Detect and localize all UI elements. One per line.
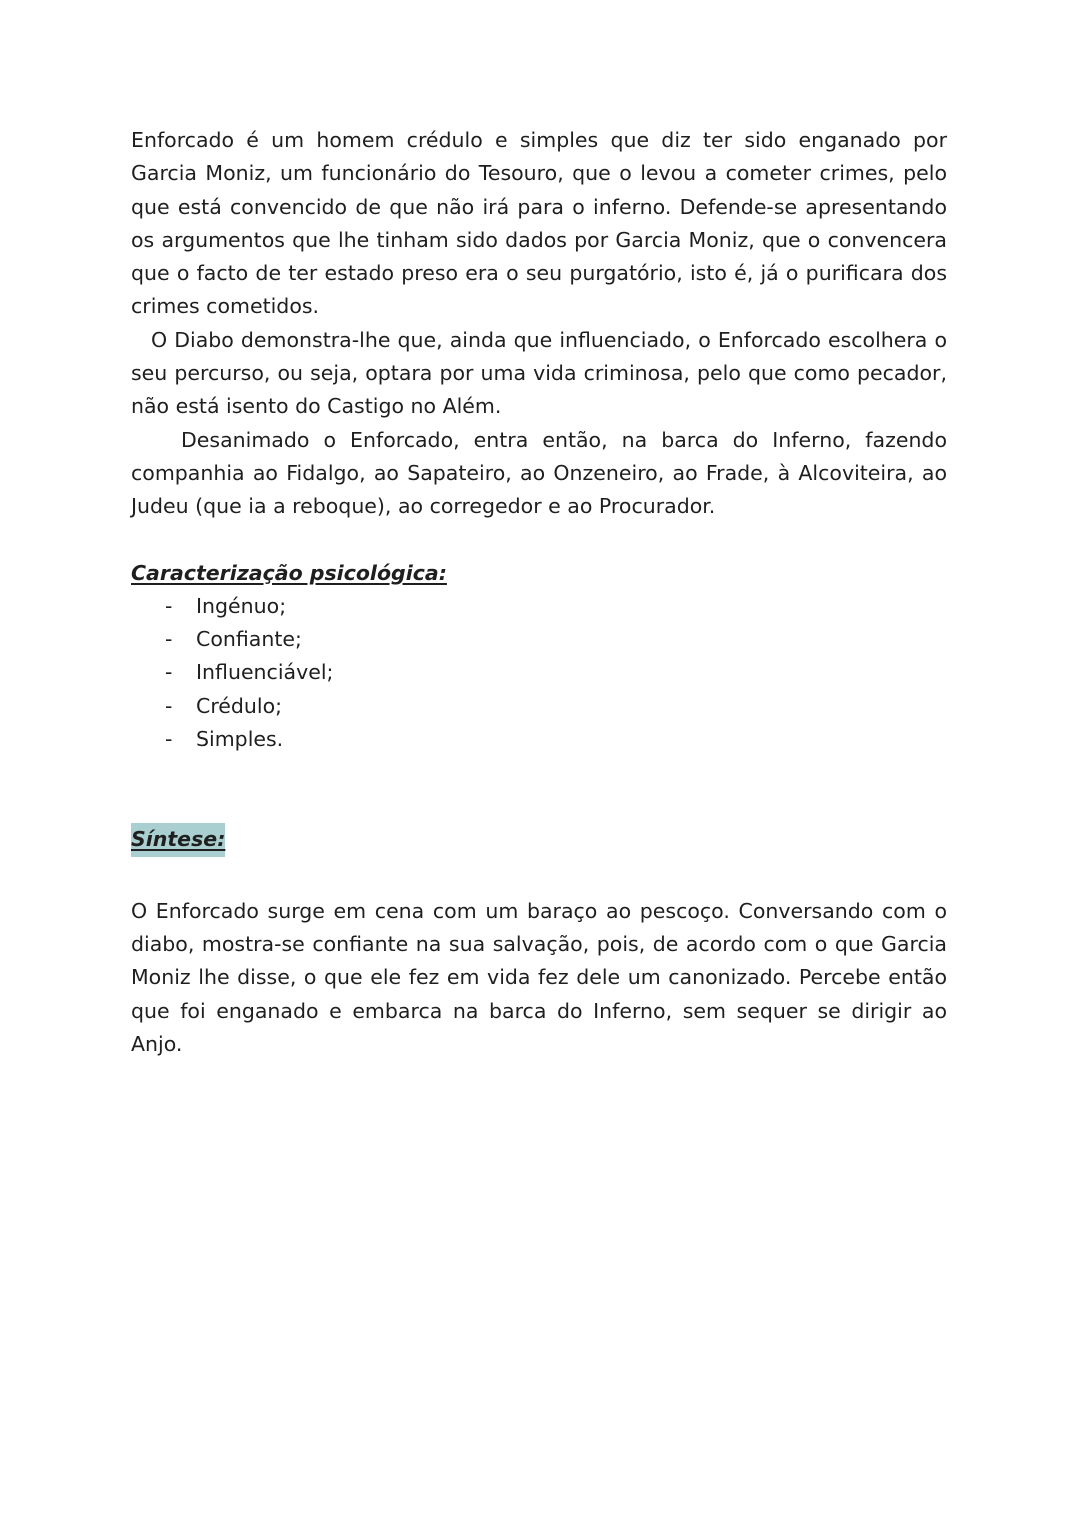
psych-list	[131, 590, 947, 756]
list-dash: -	[165, 627, 173, 652]
list-item-text: Simples.	[196, 727, 284, 752]
list-dash: -	[165, 593, 173, 618]
list-item-text: Ingénuo;	[196, 593, 287, 618]
paragraph-diabo: O Diabo demonstra-lhe que, ainda que influenciado, o Enforcado escolhera o seu percurso, ou seja, optara por uma vida criminosa, pelo que como pecador, não está isento do Castigo no Além.	[131, 327, 947, 419]
list-item	[131, 723, 947, 756]
list-item-text: Confiante;	[196, 627, 302, 652]
list-dash: -	[165, 693, 173, 718]
list-item	[131, 690, 947, 723]
list-item	[131, 656, 947, 689]
list-item-text: Influenciável;	[196, 660, 334, 685]
list-item	[131, 590, 947, 623]
list-item	[131, 623, 947, 656]
document-page	[131, 124, 947, 1061]
psych-section	[131, 557, 947, 757]
sintese-heading: Síntese:	[131, 823, 225, 856]
psych-heading: Caracterização psicológica:	[131, 560, 447, 585]
paragraph-intro: Enforcado é um homem crédulo e simples que diz ter sido enganado por Garcia Moniz, um funcionário do Tesouro, que o levou a cometer crimes, pelo que está convencido de que não irá para o inferno. Defende-se apresentando os argumentos que lhe tinham sido dados por Garcia Moniz, que o convencera que o facto de ter estado preso era o seu purgatório, isto é, já o purificara dos crimes cometidos.	[131, 128, 947, 319]
paragraph-sintese: O Enforcado surge em cena com um baraço ao pescoço. Conversando com o diabo, mostra-se confiante na sua salvação, pois, de acordo com o que Garcia Moniz lhe disse, o que ele fez em vida fez dele um canonizado. Percebe então que foi enganado e embarca na barca do Inferno, sem sequer se dirigir ao Anjo.	[131, 898, 947, 1056]
paragraph-desanimado: Desanimado o Enforcado, entra então, na barca do Inferno, fazendo companhia ao Fidalgo, ao Sapateiro, ao Onzeneiro, ao Frade, à Alcoviteira, ao Judeu (que ia a reboque), ao corregedor e ao Procurador.	[131, 427, 947, 519]
list-dash: -	[165, 727, 173, 752]
list-dash: -	[165, 660, 173, 685]
list-item-text: Crédulo;	[196, 693, 283, 718]
sintese-section	[131, 823, 947, 856]
